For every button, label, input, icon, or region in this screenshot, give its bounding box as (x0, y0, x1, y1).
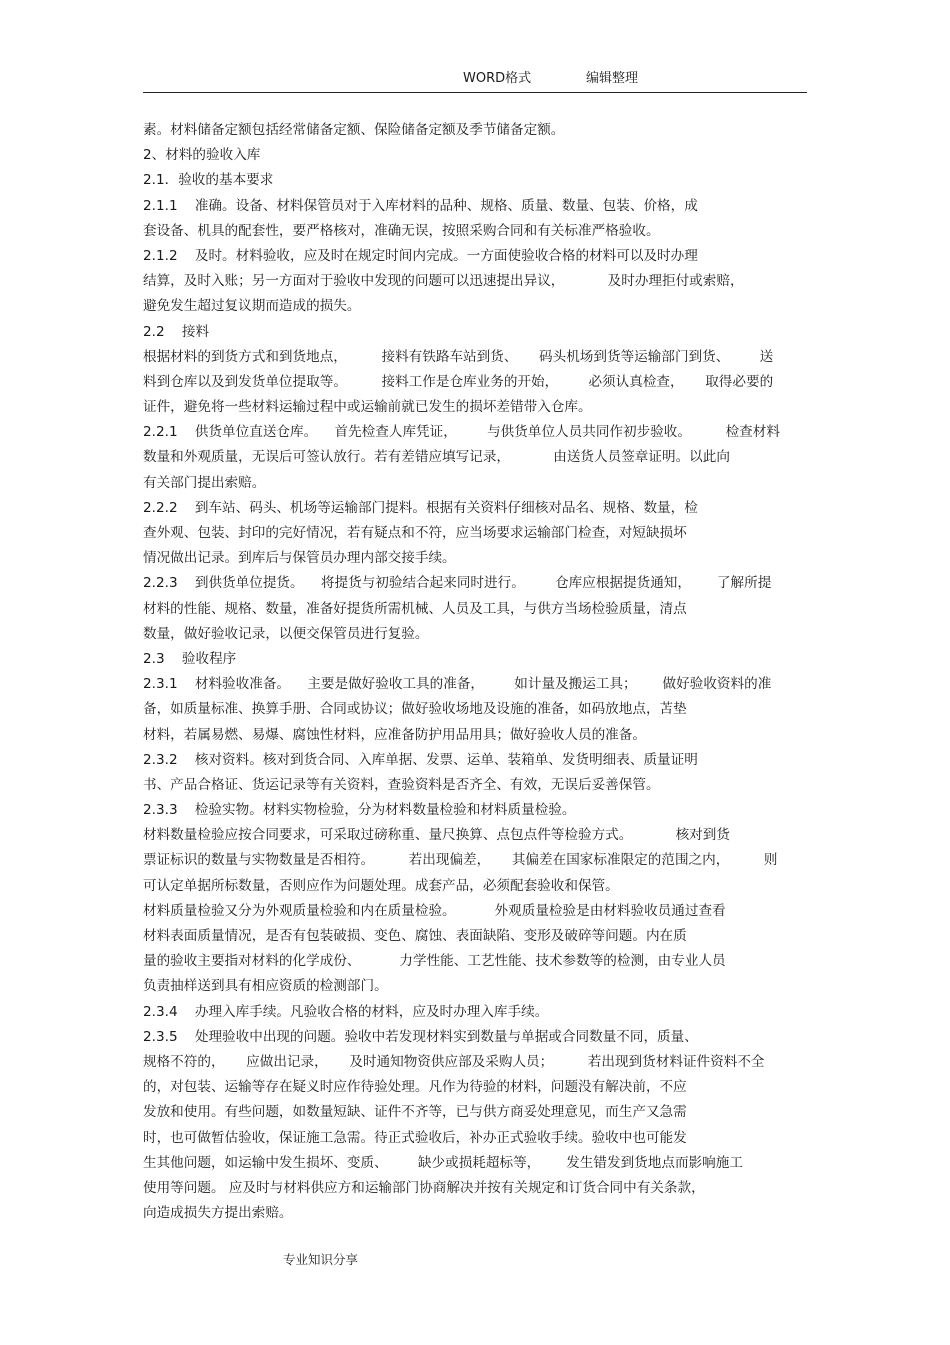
header-format-label: WORD格式 (463, 71, 532, 86)
text-line: 2.1．验收的基本要求 (143, 172, 274, 189)
text-line: 材料数量检验应按合同要求，可采取过磅称重、量尺换算、点包点件等检验方式。 核对到货 (143, 827, 730, 844)
text-line: 结算，及时入账；另一方面对于验收中发现的问题可以迅速提出异议， 及时办理拒付或索赔， (143, 273, 744, 290)
text-line: 材料质量检验又分为外观质量检验和内在质量检验。 外观质量检验是由材料验收员通过查看 (143, 902, 726, 919)
text-line: 可认定单据所标数量，否则应作为问题处理。成套产品，必须配套验收和保管。 (143, 877, 619, 894)
text-line: 2.1.1 准确。设备、材料保管员对于入库材料的品种、规格、质量、数量、包装、价格，成 (143, 197, 698, 214)
text-line: 套设备、机具的配套性，要严格核对，准确无误，按照采购合同和有关标准严格验收。 (143, 222, 660, 239)
text-line: 2.2 接料 (143, 323, 210, 340)
document-body (143, 118, 813, 1226)
header-edit-label: 编辑整理 (586, 71, 639, 86)
text-line: 票证标识的数量与实物数量是否相符。 若出现偏差， 其偏差在国家标准限定的范围之内， 则 (143, 852, 778, 869)
text-line: 使用等问题。 应及时与材料供应方和运输部门协商解决并按有关规定和订货合同中有关条款， (143, 1179, 705, 1196)
text-line: 2.2.2 到车站、码头、机场等运输部门提料。根据有关资料仔细核对品名、规格、数量，检 (143, 499, 698, 516)
text-line: 数量和外观质量，无误后可签认放行。若有差错应填写记录， 由送货人员签章证明。以此向 (143, 449, 730, 466)
text-line: 2.3.3 检验实物。材料实物检验，分为材料数量检验和材料质量检验。 (143, 802, 576, 819)
text-line: 2.3.1 材料验收准备。 主要是做好验收工具的准备， 如计量及搬运工具； 做好验收资料的准 (143, 676, 772, 693)
text-line: 材料，若属易燃、易爆、腐蚀性材料，应准备防护用品用具；做好验收人员的准备。 (143, 726, 646, 743)
text-line: 情况做出记录。到库后与保管员办理内部交接手续。 (143, 550, 456, 567)
text-line: 书、产品合格证、货运记录等有关资料，查验资料是否齐全、有效，无误后妥善保管。 (143, 776, 660, 793)
text-line: 的，对包装、运输等存在疑义时应作待验处理。凡作为待验的材料，问题没有解决前，不应 (143, 1079, 687, 1096)
page-header (143, 70, 807, 93)
text-line: 备，如质量标准、换算手册、合同或协议；做好验收场地及设施的准备，如码放地点，苫垫 (143, 701, 687, 718)
text-line: 2.3.5 处理验收中出现的问题。验收中若发现材料实到数量与单据或合同数量不同，质量、 (143, 1028, 698, 1045)
text-line: 2.3.2 核对资料。核对到货合同、入库单据、发票、运单、装箱单、发货明细表、质量证明 (143, 751, 698, 768)
text-line: 有关部门提出索赔。 (143, 474, 266, 491)
text-line: 规格不符的， 应做出记录， 及时通知物资供应部及采购人员； 若出现到货材料证件资料不全 (143, 1053, 765, 1070)
text-line: 2.2.3 到供货单位提货。 将提货与初验结合起来同时进行。 仓库应根据提货通知， 了解所提 (143, 575, 772, 592)
text-line: 证件，避免将一些材料运输过程中或运输前就已发生的损坏差错带入仓库。 (143, 399, 592, 416)
text-line: 发放和使用。有些问题，如数量短缺、证件不齐等，已与供方商妥处理意见，而生产又急需 (143, 1104, 687, 1121)
text-line: 避免发生超过复议期而造成的损失。 (143, 298, 361, 315)
text-line: 查外观、包装、封印的完好情况，若有疑点和不符，应当场要求运输部门检查，对短缺损坏 (143, 525, 687, 541)
text-line: 2.2.1 供货单位直送仓库。 首先检查人库凭证， 与供货单位人员共同作初步验收。 检查材料 (143, 424, 780, 441)
text-line: 料到仓库以及到发货单位提取等。 接料工作是仓库业务的开始， 必须认真检查， 取得必要的 (143, 373, 774, 390)
text-line: 数量，做好验收记录，以便交保管员进行复验。 (143, 625, 429, 642)
text-line: 负责抽样送到具有相应资质的检测部门。 (143, 978, 388, 995)
text-line: 材料的性能、规格、数量，准备好提货所需机械、人员及工具，与供方当场检验质量，清点 (143, 600, 687, 617)
text-line: 时，也可做暂估验收，保证施工急需。待正式验收后，补办正式验收手续。验收中也可能发 (143, 1129, 687, 1146)
text-line: 2.1.2 及时。材料验收，应及时在规定时间内完成。一方面使验收合格的材料可以及时办理 (143, 247, 698, 264)
text-line: 向造成损失方提出索赔。 (143, 1205, 293, 1222)
text-line: 素。材料储备定额包括经常储备定额、保险储备定额及季节储备定额。 (143, 122, 565, 138)
text-line: 量的验收主要指对材料的化学成份、 力学性能、工艺性能、技术参数等的检测，由专业人员 (143, 953, 726, 970)
text-line: 2、材料的验收入库 (143, 147, 261, 164)
text-line: 根据材料的到货方式和到货地点， 接料有铁路车站到货、 码头机场到货等运输部门到货、 送 (143, 348, 774, 365)
text-line: 材料表面质量情况，是否有包装破损、变色、腐蚀、表面缺陷、变形及破碎等问题。内在质 (143, 928, 687, 944)
text-line: 2.3.4 办理入库手续。凡验收合格的材料，应及时办理入库手续。 (143, 1003, 549, 1020)
page-footer: 专业知识分享 (283, 1252, 359, 1267)
text-line: 2.3 验收程序 (143, 650, 237, 667)
text-line: 生其他问题，如运输中发生损坏、变质、 缺少或损耗超标等， 发生错发到货地点而影响施工 (143, 1154, 743, 1171)
